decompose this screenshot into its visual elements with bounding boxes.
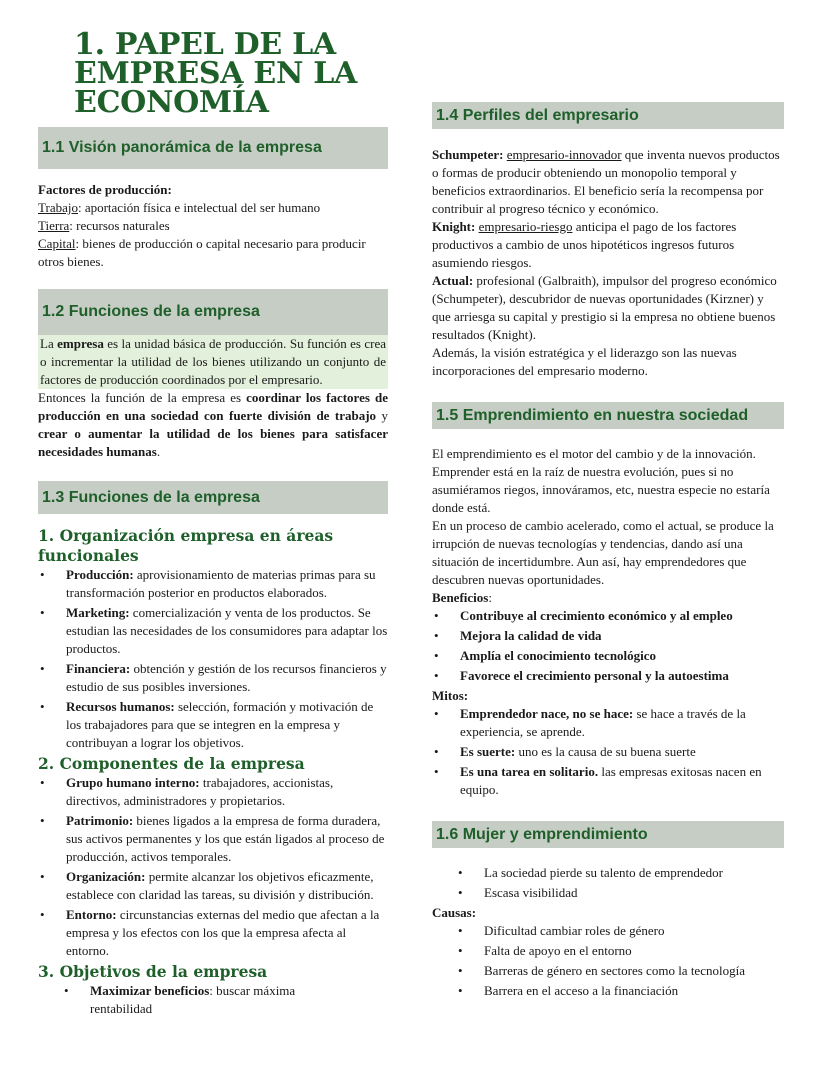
list-item: • Amplía el conocimiento tecnológico xyxy=(432,647,784,665)
section-1-6-body xyxy=(432,864,784,1000)
title-line-3: ECONOMÍA xyxy=(74,85,269,120)
section-1-1-body xyxy=(38,181,388,271)
beneficios-label: Beneficios: xyxy=(432,590,492,605)
list-item: • Entorno: circunstancias externas del medio que afectan a la empresa y los efectos con los que la empresa afecta al entorno. xyxy=(38,906,388,960)
causas-list xyxy=(432,922,784,1000)
mitos-label: Mitos: xyxy=(432,688,469,703)
subheading-organizacion: 1. Organización empresa en áreas funcionales xyxy=(38,526,334,565)
right-column xyxy=(432,102,784,1002)
left-column xyxy=(38,27,388,1020)
section-heading-1-2-text: 1.2 Funciones de la empresa xyxy=(42,303,260,320)
list-item: • Falta de apoyo en el entorno xyxy=(432,942,784,960)
emprendimiento-p2: En un proceso de cambio acelerado, como el actual, se produce la irrupción de nuevas tecnologías y tendencias, dando así una situación de incertidumbre. Aun así, hay emprendedores que descubren nuevas oportunidades. xyxy=(432,518,774,587)
list-item: • La sociedad pierde su talento de emprendedor xyxy=(432,864,784,882)
empresa-definition: La empresa es la unidad básica de producción. Su función es crea o incrementar la utilidad de los bienes utilizando un conjunto de factores de producción coordinados por el empresario. xyxy=(40,336,387,387)
perfil-actual: Actual: profesional (Galbraith), impulsor del progreso económico (Schumpeter), descubridor de nuevas oportunidades (Kirzner) y que arriesga su capital y prestigio si la empresa no obtiene buenos resultados (Knight). xyxy=(432,273,777,342)
emprendimiento-p1: El emprendimiento es el motor del cambio y de la innovación. Emprender está en la raíz de nuestra evolución, pues si no asumiéramos riegos, innováramos, etc, nuestra especie no estaría donde está. xyxy=(432,446,770,515)
list-item: • Maximizar beneficios: buscar máxima rentabilidad xyxy=(38,982,318,1018)
section-heading-1-2 xyxy=(38,289,388,335)
tierra-line: Tierra: recursos naturales xyxy=(38,218,170,233)
section-1-4-body xyxy=(432,146,784,380)
list-item: • Favorece el crecimiento personal y la autoestima xyxy=(432,667,784,685)
page-title xyxy=(74,27,388,120)
section-heading-1-5-text: 1.5 Emprendimiento en nuestra sociedad xyxy=(436,406,749,424)
funcion-empresa: Entonces la función de la empresa es coordinar los factores de producción en una sociedad con fuerte división de trabajo y crear o aumentar la utilidad de los bienes para satisfacer necesidades humanas. xyxy=(38,390,388,459)
mitos-list xyxy=(432,705,784,799)
list-item: • Dificultad cambiar roles de género xyxy=(432,922,784,940)
componentes-list xyxy=(38,774,388,960)
section-heading-1-4 xyxy=(432,102,784,129)
section-heading-1-6-text: 1.6 Mujer y emprendimiento xyxy=(436,825,648,843)
list-item: • Barreras de género en sectores como la tecnología xyxy=(432,962,784,980)
objetivos-list xyxy=(38,982,318,1018)
list-item: • Escasa visibilidad xyxy=(432,884,784,902)
subheading-componentes: 2. Componentes de la empresa xyxy=(38,754,305,773)
list-item: • Organización: permite alcanzar los objetivos eficazmente, establece con claridad las tareas, su división y distribución. xyxy=(38,868,388,904)
list-item: • Mejora la calidad de vida xyxy=(432,627,784,645)
subheading-objetivos: 3. Objetivos de la empresa xyxy=(38,962,268,981)
causas-label: Causas: xyxy=(432,905,477,920)
factores-label: Factores de producción: xyxy=(38,182,172,197)
perfil-ademas: Además, la visión estratégica y el liderazgo son las nuevas incorporaciones del empresario moderno. xyxy=(432,345,737,378)
beneficios-list xyxy=(432,607,784,685)
section-heading-1-1 xyxy=(38,127,388,169)
list-item: • Recursos humanos: selección, formación y motivación de los trabajadores para que se integren en la empresa y contribuyan a lograr los objetivos. xyxy=(38,698,388,752)
list-item: • Barrera en el acceso a la financiación xyxy=(432,982,784,1000)
list-item: • Grupo humano interno: trabajadores, accionistas, directivos, administradores y propietarios. xyxy=(38,774,388,810)
mujer-list xyxy=(432,864,784,902)
list-item: • Marketing: comercialización y venta de los productos. Se estudian las necesidades de los consumidores para adaptar los productos. xyxy=(38,604,388,658)
list-item: • Producción: aprovisionamiento de materias primas para su transformación posterior en productos elaborados. xyxy=(38,566,388,602)
section-heading-1-1-text: 1.1 Visión panorámica de la empresa xyxy=(42,139,322,156)
list-item: • Emprendedor nace, no se hace: se hace a través de la experiencia, se aprende. xyxy=(432,705,784,741)
list-item: • Patrimonio: bienes ligados a la empresa de forma duradera, sus activos permanentes y los que están ligados al proceso de producción, activos temporales. xyxy=(38,812,388,866)
list-item: • Financiera: obtención y gestión de los recursos financieros y estudio de sus posibles inversiones. xyxy=(38,660,388,696)
capital-line: Capital: bienes de producción o capital necesario para producir otros bienes. xyxy=(38,236,366,269)
list-item: • Contribuye al crecimiento económico y al empleo xyxy=(432,607,784,625)
trabajo-line: Trabajo: aportación física e intelectual del ser humano xyxy=(38,200,321,215)
section-heading-1-6 xyxy=(432,821,784,848)
section-1-5-body xyxy=(432,445,784,799)
title-line-2: EMPRESA EN LA xyxy=(74,56,358,91)
perfil-schumpeter: Schumpeter: empresario-innovador que inventa nuevos productos o formas de producir obteniendo un monopolio temporal y beneficios extraordinarios. El beneficio sería la recompensa por contribuir al progreso técnico y económico. xyxy=(432,147,780,216)
section-heading-1-5 xyxy=(432,402,784,429)
areas-list xyxy=(38,566,388,752)
section-heading-1-3-text: 1.3 Funciones de la empresa xyxy=(42,488,260,506)
perfil-knight: Knight: empresario-riesgo anticipa el pago de los factores productivos a cambio de unos hipotéticos ingresos futuros asumiendo riesgos. xyxy=(432,219,737,270)
list-item: • Es una tarea en solitario. las empresas exitosas nacen en equipo. xyxy=(432,763,784,799)
list-item: • Es suerte: uno es la causa de su buena suerte xyxy=(432,743,784,761)
section-heading-1-3 xyxy=(38,481,388,514)
section-heading-1-4-text: 1.4 Perfiles del empresario xyxy=(436,106,639,124)
title-line-1: 1. PAPEL DE LA xyxy=(74,27,336,62)
